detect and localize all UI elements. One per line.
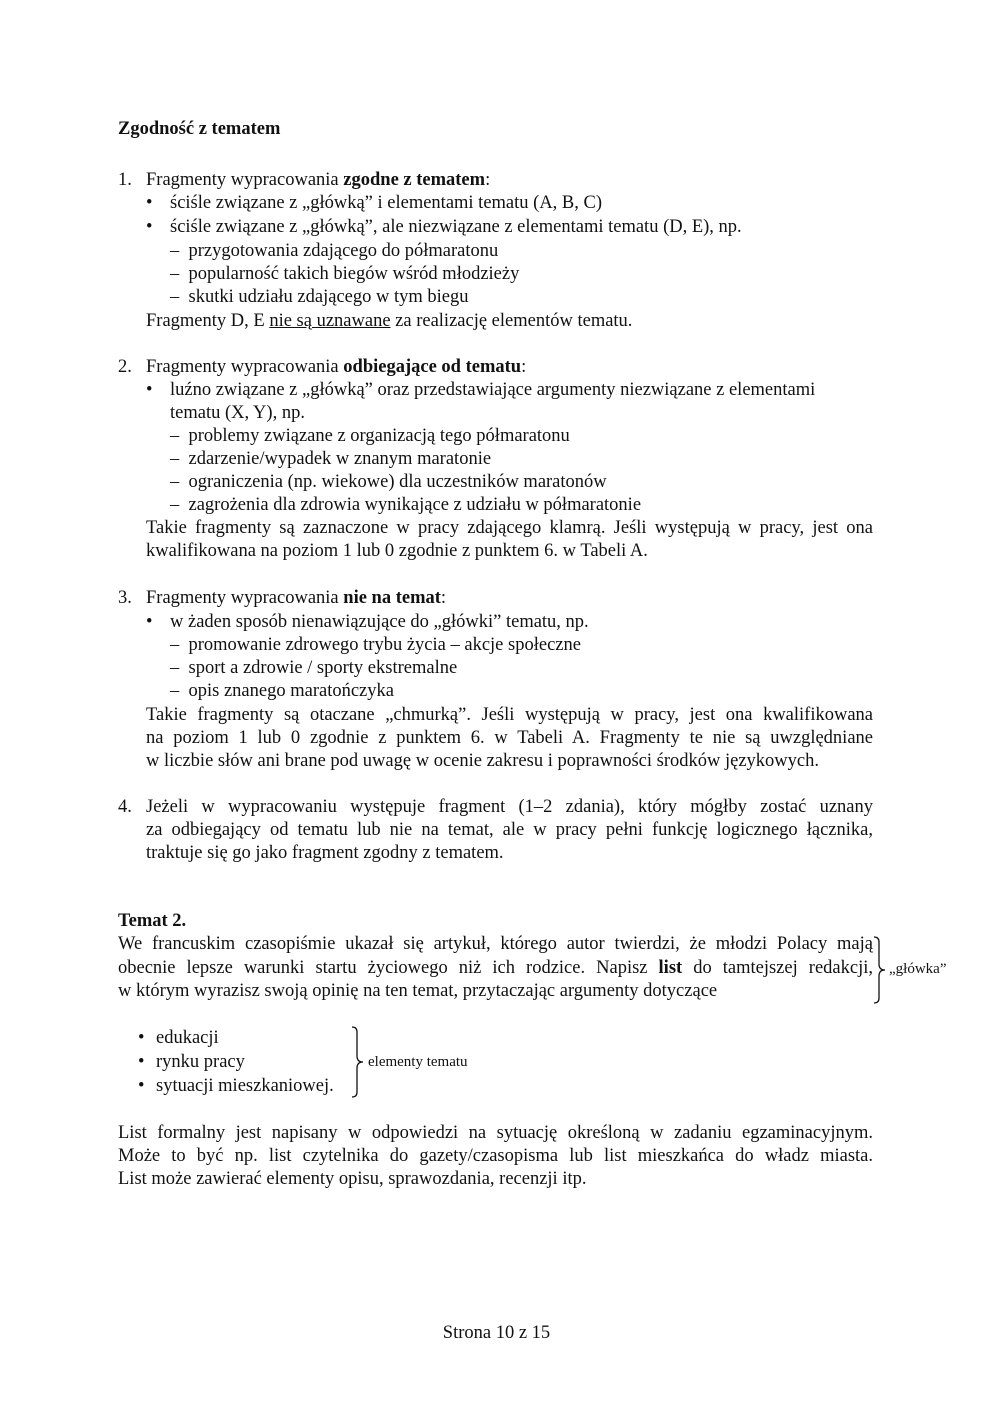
dash-item: – przygotowania zdającego do półmaratonu bbox=[170, 241, 499, 261]
item-note: Fragmenty D, E nie są uznawane za realizację elementów tematu. bbox=[146, 311, 633, 331]
bullet-marker: • bbox=[146, 612, 153, 632]
dash-item: – zagrożenia dla zdrowia wynikające z udziału w półmaratonie bbox=[170, 495, 642, 515]
topic-paragraph: List może zawierać elementy opisu, sprawozdania, recenzji itp. bbox=[118, 1169, 587, 1189]
item-note: Takie fragmenty są zaznaczone w pracy zdającego klamrą. Jeśli występują w pracy, jest ona bbox=[146, 518, 873, 538]
bullet-marker: • bbox=[138, 1028, 145, 1048]
topic-paragraph: Może to być np. list czytelnika do gazety/czasopisma lub list mieszkańca do władz miasta. bbox=[118, 1146, 873, 1166]
bullet-text: tematu (X, Y), np. bbox=[170, 403, 305, 423]
topic-text: obecnie lepsze warunki startu życiowego niż ich rodzice. Napisz list do tamtejszej redakcji, bbox=[118, 958, 873, 978]
dash-item: – zdarzenie/wypadek w znanym maratonie bbox=[170, 449, 492, 469]
bullet-text: luźno związane z „główką” oraz przedstawiające argumenty niezwiązane z elementami bbox=[170, 380, 816, 400]
dash-item: – ograniczenia (np. wiekowe) dla uczestników maratonów bbox=[170, 472, 607, 492]
dash-item: – sport a zdrowie / sporty ekstremalne bbox=[170, 658, 458, 678]
topic-paragraph: List formalny jest napisany w odpowiedzi na sytuację określoną w zadaniu egzaminacyjnym. bbox=[118, 1123, 873, 1143]
bullet-text: ściśle związane z „główką”, ale niezwiązane z elementami tematu (D, E), np. bbox=[170, 217, 742, 237]
brace-icon bbox=[350, 1026, 366, 1098]
item-intro: Fragmenty wypracowania zgodne z tematem: bbox=[146, 170, 491, 190]
item-number: 2. bbox=[118, 357, 132, 377]
bullet-marker: • bbox=[146, 380, 153, 400]
head-label: „główka” bbox=[889, 961, 947, 977]
element-item: sytuacji mieszkaniowej. bbox=[156, 1076, 334, 1096]
dash-item: – opis znanego maratończyka bbox=[170, 681, 394, 701]
item-number: 4. bbox=[118, 797, 132, 817]
element-item: edukacji bbox=[156, 1028, 219, 1048]
bullet-text: ściśle związane z „główką” i elementami tematu (A, B, C) bbox=[170, 193, 603, 213]
item-intro: Fragmenty wypracowania nie na temat: bbox=[146, 588, 447, 608]
item-note: kwalifikowana na poziom 1 lub 0 zgodnie z punktem 6. w Tabeli A. bbox=[146, 541, 648, 561]
bullet-marker: • bbox=[138, 1076, 145, 1096]
brace-icon bbox=[872, 936, 888, 1004]
dash-item: – skutki udziału zdającego w tym biegu bbox=[170, 287, 469, 307]
section-title: Zgodność z tematem bbox=[118, 119, 281, 139]
topic-text: w którym wyrazisz swoją opinię na ten temat, przytaczając argumenty dotyczące bbox=[118, 981, 718, 1001]
dash-item: – promowanie zdrowego trybu życia – akcje społeczne bbox=[170, 635, 581, 655]
item-text: traktuje się go jako fragment zgodny z tematem. bbox=[146, 843, 504, 863]
item-note: na poziom 1 lub 0 zgodnie z punktem 6. w Tabeli A. Fragmenty te nie są uwzględniane bbox=[146, 728, 873, 748]
topic-text: We francuskim czasopiśmie ukazał się artykuł, którego autor twierdzi, że młodzi Polacy mają bbox=[118, 934, 873, 954]
page-number: Strona 10 z 15 bbox=[442, 1323, 551, 1343]
topic-title: Temat 2. bbox=[118, 911, 187, 931]
item-number: 3. bbox=[118, 588, 132, 608]
element-item: rynku pracy bbox=[156, 1052, 245, 1072]
dash-item: – problemy związane z organizacją tego półmaratonu bbox=[170, 426, 570, 446]
item-text: Jeżeli w wypracowaniu występuje fragment (1–2 zdania), który mógłby zostać uznany bbox=[146, 797, 873, 817]
dash-item: – popularność takich biegów wśród młodzieży bbox=[170, 264, 520, 284]
item-note: w liczbie słów ani brane pod uwagę w ocenie zakresu i poprawności środków językowych. bbox=[146, 751, 819, 771]
item-number: 1. bbox=[118, 170, 132, 190]
elements-label: elementy tematu bbox=[368, 1054, 468, 1070]
bullet-marker: • bbox=[138, 1052, 145, 1072]
item-intro: Fragmenty wypracowania odbiegające od tematu: bbox=[146, 357, 527, 377]
bullet-text: w żaden sposób nienawiązujące do „główki” tematu, np. bbox=[170, 612, 589, 632]
bullet-marker: • bbox=[146, 217, 153, 237]
item-text: za odbiegający od tematu lub nie na temat, ale w pracy pełni funkcję logicznego łącznika, bbox=[146, 820, 873, 840]
bullet-marker: • bbox=[146, 193, 153, 213]
item-note: Takie fragmenty są otaczane „chmurką”. Jeśli występują w pracy, jest ona kwalifikowana bbox=[146, 705, 873, 725]
